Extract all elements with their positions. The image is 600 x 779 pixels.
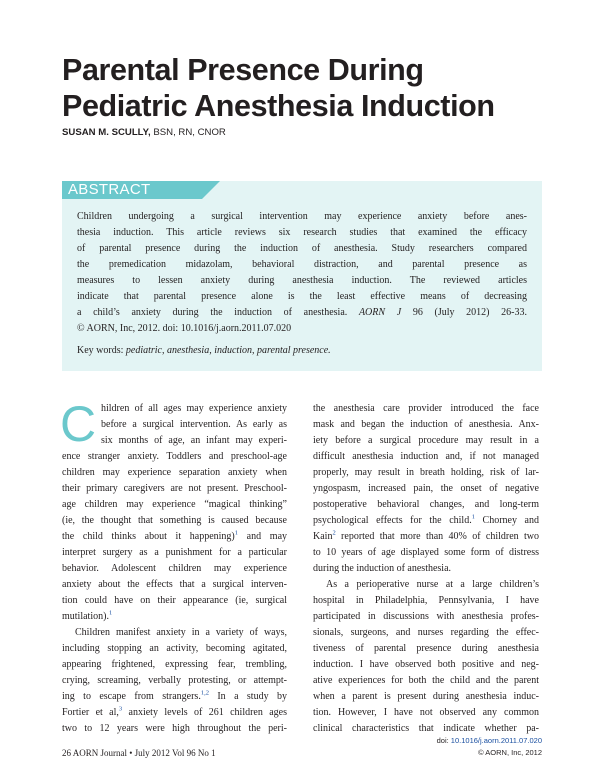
left-line-20 — [62, 706, 287, 720]
footer-journal-info: 26 AORN Journal • July 2012 Vol 96 No 1 — [62, 748, 216, 758]
right-line-15: sionals, surgeons, and nurses regarding the effec- — [313, 627, 539, 638]
right-line-20: tion. However, I have not observed any common — [313, 707, 539, 718]
drop-cap: C — [60, 396, 97, 452]
right-line-12: As a perioperative nurse at a large children’s — [326, 579, 539, 590]
left-line-1: hildren of all ages may experience anxiety — [101, 403, 287, 414]
right-line-5: properly, may result in breath holding, risk of lar- — [313, 467, 539, 478]
journal-abbrev: AORN J — [358, 307, 402, 318]
left-line-19 — [62, 690, 287, 704]
right-line-8-text: psychological effects for the child. — [313, 515, 472, 526]
citation-ref[interactable]: 3 — [118, 705, 123, 713]
keywords-list: pediatric, anesthesia, induction, parental presence. — [125, 345, 331, 356]
abstract-line-5: measures to lessen anxiety during anesthesia induction. The reviewed articles — [77, 275, 527, 286]
right-line-16: tiveness of parental presence during anesthesia — [313, 643, 539, 654]
right-line-11: during the induction of anesthesia. — [313, 563, 452, 574]
right-line-4: difficult anesthesia induction and, if not managed — [313, 451, 539, 462]
left-line-14-text: mutilation). — [62, 611, 109, 622]
left-line-19-text: ing to escape from strangers. — [62, 691, 201, 702]
abstract-copyright: © AORN, Inc, 2012. doi: 10.1016/j.aorn.2011.07.020 — [77, 323, 292, 334]
left-line-9-end: and may — [238, 531, 288, 542]
right-line-9-end: reported that more than 40% of children two — [335, 531, 539, 542]
citation-ref[interactable]: 1 — [471, 513, 475, 521]
left-line-2: before a surgical intervention. As early as — [101, 419, 287, 430]
abstract-label: ABSTRACT — [68, 181, 151, 198]
left-line-3: six months of age, an infant may experi- — [101, 435, 287, 446]
left-line-5: children may experience separation anxiety when — [62, 467, 287, 478]
doi-link[interactable]: 10.1016/j.aorn.2011.07.020 — [450, 736, 542, 745]
left-line-20-text: Fortier et al, — [62, 707, 119, 718]
abstract-line-2: thesia induction. This article reviews six research studies that examined the efficacy — [77, 227, 527, 238]
left-line-9-text: the child thinks about it happening) — [62, 531, 235, 542]
abstract-line-1: Children undergoing a surgical intervention may experience anxiety before anes- — [77, 211, 527, 222]
citation-ref[interactable]: 1 — [108, 609, 113, 617]
right-line-19: when a parent is present during anesthesia induc- — [313, 691, 539, 702]
left-line-9 — [62, 530, 287, 544]
citation-ref[interactable]: 2 — [332, 529, 336, 537]
abstract-citation: 96 (July 2012) 26-33. — [401, 307, 527, 318]
left-line-4: ence stranger anxiety. Toddlers and preschool-age — [62, 451, 287, 462]
right-line-10: to 10 years of age displayed some form of distress — [313, 547, 539, 558]
left-line-16: including stopping an activity, becoming agitated, — [62, 643, 287, 654]
left-line-14 — [62, 610, 287, 624]
left-line-11: behavior. Adolescent children may experience — [62, 563, 287, 574]
right-line-21: clinical characteristics that indicate whether pa- — [313, 723, 539, 734]
right-line-6: yngospasm, increased pain, the onset of negative — [313, 483, 539, 494]
right-line-9-text: Kain — [313, 531, 333, 542]
right-line-17: induction. I have observed both positive and neg- — [313, 659, 539, 670]
right-line-18: ative experiences for both the child and the parent — [313, 675, 539, 686]
author-name: SUSAN M. SCULLY, — [62, 127, 151, 138]
abstract-line-7 — [77, 306, 527, 320]
right-line-8-end: Chorney and — [474, 515, 539, 526]
title-line-2: Pediatric Anesthesia Induction — [62, 89, 495, 123]
abstract-line-3: of parental presence during the induction of anesthesia. Study researchers compared — [77, 243, 527, 254]
doi-label: doi: — [436, 736, 451, 745]
footer-doi — [437, 736, 542, 745]
left-line-15: Children manifest anxiety in a variety of ways, — [75, 627, 287, 638]
right-line-2: mask and began the induction of anesthesia. Anx- — [313, 419, 539, 430]
right-line-8 — [313, 514, 539, 528]
left-line-8: (ie, the thought that something is caused because — [62, 515, 287, 526]
right-line-13: hospital in Philadelphia, Pennsylvania, I have — [313, 595, 539, 606]
left-line-21: two to 12 years were high throughout the peri- — [62, 723, 287, 734]
abstract-line-7-text: a child’s anxiety during the induction of anesthesia. — [77, 307, 359, 318]
title-line-1: Parental Presence During — [62, 53, 424, 87]
abstract-line-4: the premedication midazolam, behavioral distraction, and parental presence as — [77, 259, 527, 270]
citation-ref[interactable]: 1,2 — [200, 689, 209, 697]
citation-ref[interactable]: 1 — [234, 529, 239, 537]
right-line-7: postoperative behavioral changes, and long-term — [313, 499, 539, 510]
left-line-7: age children may experience “magical thinking” — [62, 499, 287, 510]
right-line-3: iety before a surgical procedure may result in a — [313, 435, 539, 446]
right-line-14: participated in discussions with anesthesia profes- — [313, 611, 539, 622]
left-line-18: crying, screaming, verbally protesting, or attempt- — [62, 675, 287, 686]
author-credentials: BSN, RN, CNOR — [150, 127, 226, 138]
left-line-13: tion could have on their appearance (ie, surgical — [62, 595, 287, 606]
left-line-6: their primary caregivers are not present. Preschool- — [62, 483, 287, 494]
left-line-19-end: In a study by — [208, 691, 287, 702]
right-line-1: the anesthesia care provider introduced the face — [313, 403, 539, 414]
left-line-20-end: anxiety levels of 261 children ages — [122, 707, 288, 718]
left-line-10: interpret surgery as a punishment for a particular — [62, 547, 287, 558]
left-line-17: appearing frightened, expressing fear, trembling, — [62, 659, 287, 670]
left-line-12: anxiety about the effects that a surgical interven- — [62, 579, 287, 590]
abstract-line-6: indicate that parental presence alone is the least effective means of decreasing — [77, 291, 527, 302]
abstract-keywords — [77, 344, 527, 358]
author-byline — [62, 127, 226, 138]
footer-copyright: © AORN, Inc, 2012 — [478, 748, 542, 757]
article-title — [62, 52, 542, 124]
keywords-label: Key words: — [77, 345, 126, 356]
right-line-9 — [313, 530, 539, 544]
